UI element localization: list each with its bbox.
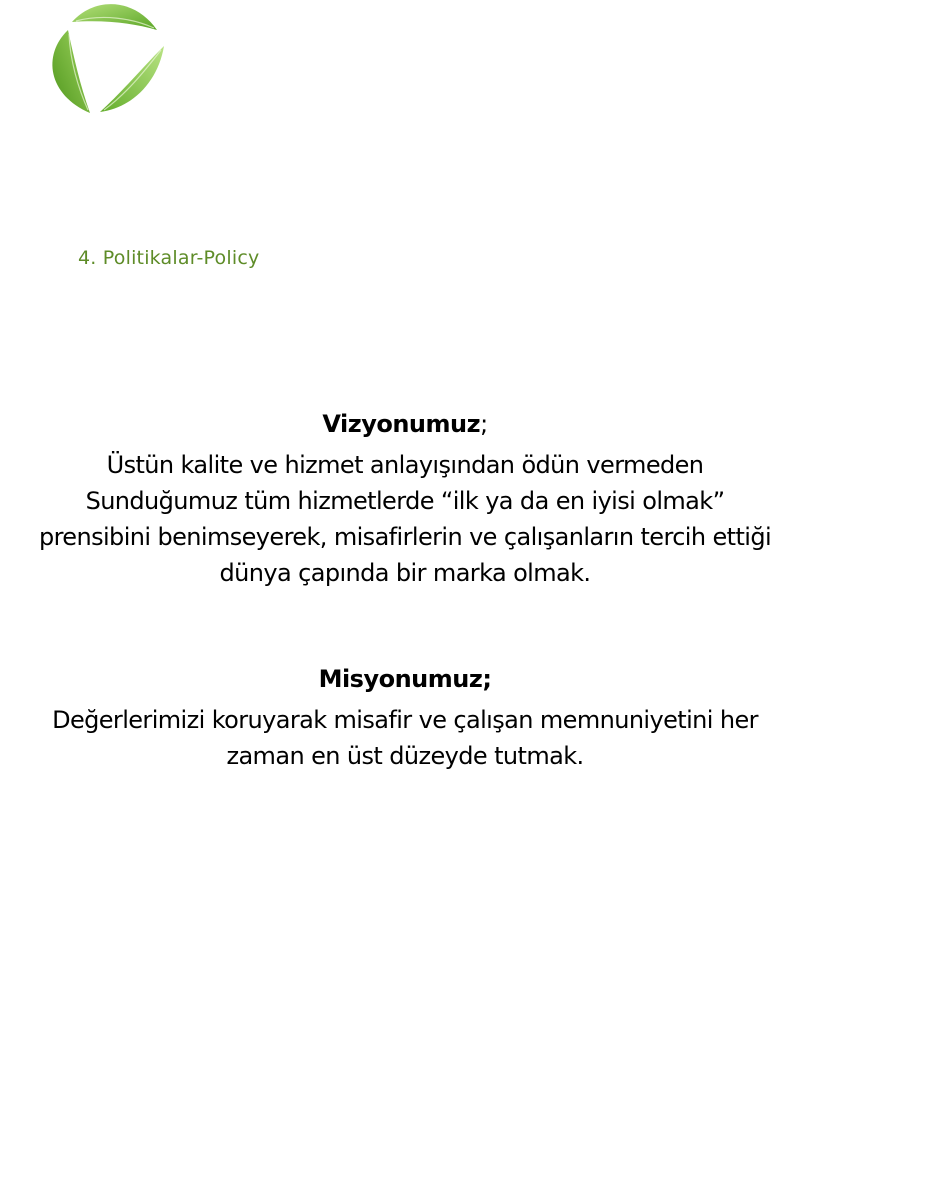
mission-line: Değerlerimizi koruyarak misafir ve çalışan memnuniyetini her bbox=[52, 706, 758, 734]
vision-title-text: Vizyonumuz bbox=[322, 410, 481, 438]
vision-line: Üstün kalite ve hizmet anlayışından ödün vermeden bbox=[106, 451, 704, 479]
vision-line: dünya çapında bir marka olmak. bbox=[219, 559, 591, 587]
mission-title-text: Misyonumuz bbox=[318, 665, 483, 693]
section-heading bbox=[78, 247, 259, 269]
mission-title-punct: ; bbox=[482, 665, 492, 693]
three-leaf-logo-icon bbox=[40, 0, 170, 118]
vision-line: prensibini benimseyerek, misafirlerin ve çalışanların tercih ettiği bbox=[38, 523, 772, 551]
vision-block bbox=[0, 405, 810, 591]
mission-block bbox=[0, 660, 810, 774]
mission-title bbox=[0, 660, 810, 698]
section-number: 4. bbox=[78, 247, 97, 269]
mission-line: zaman en üst düzeyde tutmak. bbox=[226, 742, 584, 770]
vision-title-punct: ; bbox=[480, 410, 488, 438]
vision-title bbox=[0, 405, 810, 443]
section-title: Politikalar-Policy bbox=[102, 247, 260, 269]
vision-line: Sunduğumuz tüm hizmetlerde “ilk ya da en iyisi olmak” bbox=[85, 487, 725, 515]
